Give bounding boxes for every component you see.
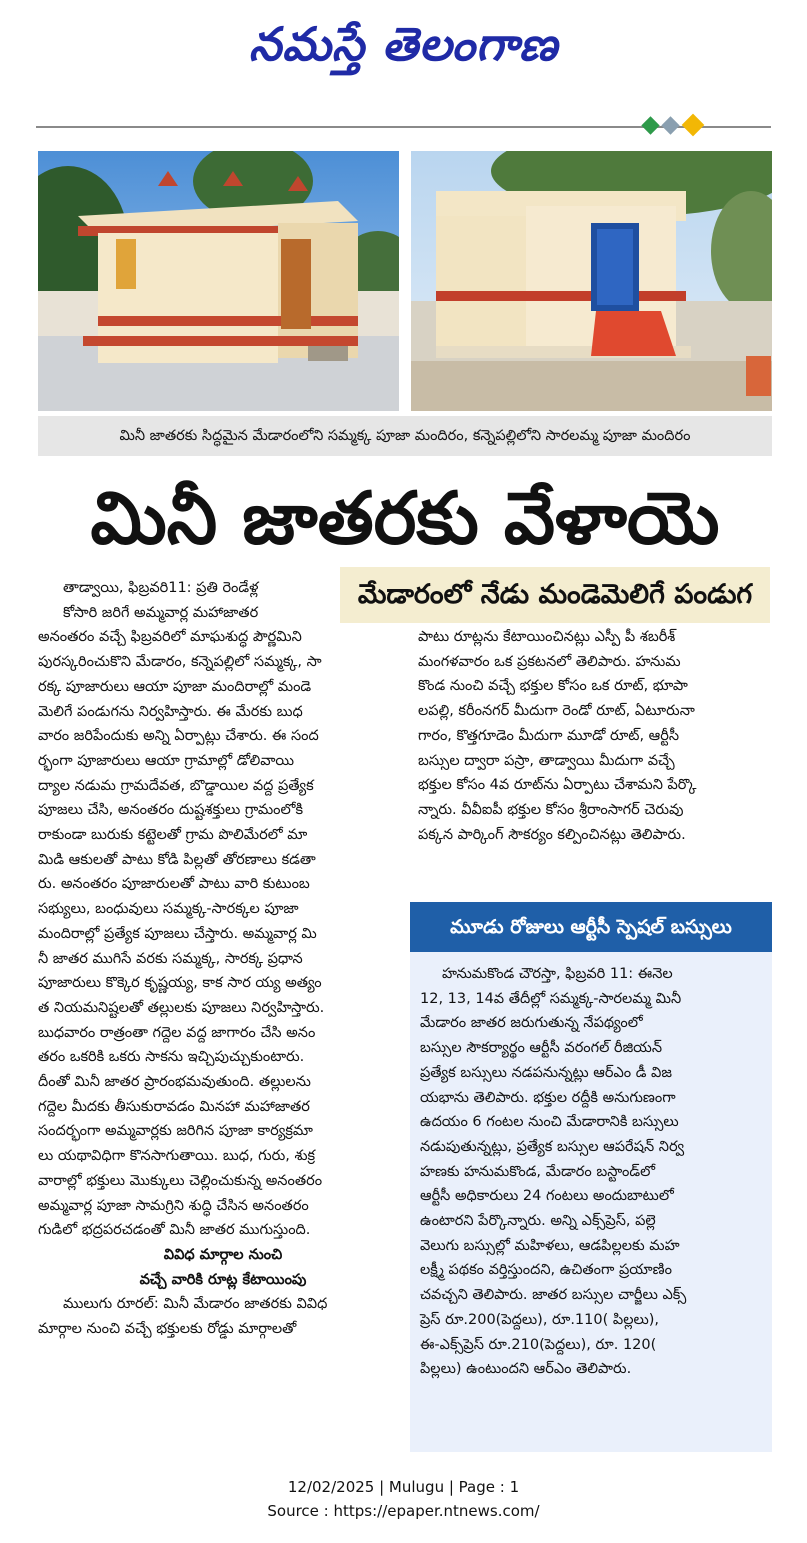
article-line: పాటు రూట్లను కేటాయించినట్లు ఎస్పీ పీ శబరీశ్	[418, 629, 676, 645]
article-line: రక్క పూజారులు ఆయా పూజా మందిరాల్లో మండె	[38, 678, 312, 695]
yellow-diamond-icon	[682, 114, 705, 137]
article-body	[38, 625, 408, 1243]
article-line: గుడిలో భద్రపరచడంతో మినీ జాతర ముగుస్తుంది.	[38, 1222, 311, 1239]
article-line: రాకుండా బురుకు కట్టెలతో గ్రామ పొలిమేరలో మా	[38, 827, 308, 844]
article-line: ప్రెస్ రూ.200(పెద్దలు), రూ.110( పిల్లలు),	[420, 1311, 660, 1328]
article-line: హనుమకొండ చౌరస్తా, ఫిబ్రవరి 11: ఈనెల	[442, 966, 673, 982]
article-left-column	[38, 576, 408, 1342]
subheadline-text: మేడారంలో నేడు మండెమెలిగే పండుగ	[357, 579, 753, 610]
article-line: లపల్లి, కరీంనగర్ మీదుగా రెండో రూట్, ఏటూరునా	[418, 703, 695, 720]
article-line: ప్రత్యేక బస్సులు నడపనున్నట్లు ఆర్‌ఎం డీ విజ	[420, 1064, 672, 1081]
article-line: మెలిగే పండుగను నిర్వహిస్తారు. ఈ మేరకు బుధ	[38, 703, 303, 720]
article-line: మేడారం జాతర జరుగుతున్న నేపథ్యంలో	[420, 1015, 643, 1032]
article-line: పిల్లలు) ఉంటుందని ఆర్‌ఎం తెలిపారు.	[420, 1361, 632, 1378]
masthead	[0, 8, 807, 80]
article-line: నడుపుతున్నట్లు, ప్రత్యేక బస్సుల ఆపరేషన్ నిర్వ	[420, 1138, 685, 1155]
newspaper-logo-text: నమస్తే తెలంగాణ	[248, 17, 559, 71]
footer-source-link[interactable]: Source : https://epaper.ntnews.com/	[267, 1502, 540, 1520]
article-line: సందర్భంగా అమ్మవార్లకు జరిగిన పూజా కార్యక్రమా	[38, 1123, 313, 1140]
photo-temple-medaram	[38, 151, 399, 411]
article-line: బస్సుల ద్వారా పస్రా, తాడ్వాయి మీదుగా వచ్చే	[418, 752, 675, 769]
article-line: భక్తుల కోసం 4వ రూట్‌ను ఏర్పాటు చేశామని పేర్కొ	[418, 777, 697, 794]
article-line: వారాల్లో భక్తులు మొక్కులు చెల్లించుకున్న అనంతరం	[38, 1172, 323, 1189]
temple-photo-right-image	[411, 151, 772, 411]
article-line: మంగళవారం ఒక ప్రకటనలో తెలిపారు. హనుమ	[418, 653, 681, 670]
article-line: 12, 13, 14వ తేదీల్లో సమ్మక్క-సారలమ్మ మినీ	[420, 990, 682, 1007]
article-line: యభాను తెలిపారు. భక్తుల రద్దీకి అనుగుణంగా	[420, 1089, 676, 1106]
article-line: పూజలు చేసి, అనంతరం దుష్టశక్తులు గ్రామంలోకి	[38, 802, 304, 819]
bus-news-body	[420, 962, 765, 1382]
article-line: కోసారి జరిగే అమ్మవార్ల మహాజాతర	[63, 604, 259, 621]
article-line: గద్దెల మీదకు తీసుకురావడం మినహా మహాజాతర	[38, 1098, 310, 1115]
article-line: ఉదయం 6 గంటల నుంచి మేడారానికి బస్సులు	[420, 1114, 679, 1131]
article-line: ఈ-ఎక్స్‌ప్రెస్ రూ.210(పెద్దలు), రూ. 120(	[420, 1336, 657, 1353]
bus-news-heading: మూడు రోజులు ఆర్టీసీ స్పెషల్ బస్సులు	[410, 902, 772, 952]
article-line: వెలుగు బస్సుల్లో మహిళలు, ఆడపిల్లలకు మహ	[420, 1237, 680, 1254]
article-line: ములుగు రూరల్: మినీ మేడారం జాతరకు వివిధ	[63, 1296, 328, 1313]
article-line: అమ్మవార్ల పూజా సామగ్రిని శుద్ధి చేసిన అనంతరం	[38, 1197, 309, 1214]
article-line: మందిరాల్లో ప్రత్యేక పూజలు చేస్తారు. అమ్మవార్ల మి	[38, 925, 317, 942]
article-line: మార్గాల నుంచి వచ్చే భక్తులకు రోడ్డు మార్గాలతో	[38, 1321, 297, 1338]
article-line: కొండ నుంచి వచ్చే భక్తుల కోసం ఒక రూట్, భూపా	[418, 678, 688, 695]
article-line: బుధవారం రాత్రంతా గద్దెల వద్ద జాగారం చేసి అనం	[38, 1024, 316, 1041]
article-line: చవచ్చని తెలిపారు. జాతర బస్సుల చార్జీలు ఎక్స్	[420, 1287, 687, 1304]
article-line: దీంతో మినీ జాతర ప్రారంభమవుతుంది. తల్లులను	[38, 1074, 311, 1091]
article-line: వారం జరిపేందుకు అన్ని ఏర్పాట్లు చేశారు. ఈ సంద	[38, 728, 319, 745]
main-headline: మినీ జాతరకు వేళాయె	[90, 476, 720, 560]
article-line: తాడ్వాయి, ఫిబ్రవరి11: ప్రతి రెండేళ్ల	[63, 580, 259, 596]
green-diamond-icon	[641, 116, 659, 134]
article-line: త నియమనిష్టలతో తల్లులకు పూజలు నిర్వహిస్తారు.	[38, 999, 325, 1016]
temple-photo-left-image	[38, 151, 399, 411]
article-line: సభ్యులు, బంధువులు సమ్మక్క-సారక్కల పూజా	[38, 901, 299, 918]
article-line: ర్భంగా పూజారులు ఆయా గ్రామాల్లో డోలివాయి	[38, 752, 295, 769]
article-line: పూజారులు కొక్కెర కృష్ణయ్య, కాక సార య్య అత్యం	[38, 975, 322, 992]
article-line: మిడి ఆకులతో పాటు కోడి పిల్లతో తోరణాలు కడతా	[38, 851, 316, 868]
footer-dateline: 12/02/2025 | Mulugu | Page : 1	[287, 1478, 520, 1496]
section-subtitle: వివిధ మార్గాల నుంచి	[163, 1246, 283, 1263]
article-line: ఆర్టీసీ అధికారులు 24 గంటలు అందుబాటులో	[420, 1188, 674, 1205]
grey-diamond-icon	[661, 116, 679, 134]
decorative-diamonds-icon	[640, 117, 710, 137]
article-line: న్నారు. వీవీఐపీ భక్తుల కోసం శ్రీరాంసాగర్ చెరువు	[418, 801, 684, 818]
article-line: లు యథావిధిగా కొనసాగుతాయి. బుధ, గురు, శుక్ర	[38, 1148, 316, 1165]
article-line: పక్కన పార్కింగ్ సౌకర్యం కల్పించినట్లు తెలిపారు.	[418, 826, 686, 843]
article-line: నీ జాతర ముగిసే వరకు సమ్మక్క, సారక్క ప్రధాన	[38, 950, 303, 967]
article-line: తరం ఒకరికి ఒకరు సాకను ఇచ్చిపుచ్చుకుంటారు.	[38, 1049, 305, 1066]
section-subtitle: వచ్చే వారికి రూట్ల కేటాయింపు	[139, 1271, 307, 1288]
article-line: పురస్కరించుకొని మేడారం, కన్నెపల్లిలో సమ్మక్క, సా	[38, 654, 322, 671]
article-intro	[38, 576, 353, 625]
photo-temple-kannepalli	[411, 151, 772, 411]
article-line: లక్ష్మీ పథకం వర్తిస్తుందని, ఉచితంగా ప్రయాణిం	[420, 1262, 672, 1279]
article-line: ఉంటారని పేర్కొన్నారు. అన్ని ఎక్స్‌ప్రెస్, పల్లె	[420, 1213, 656, 1230]
photo-caption: మినీ జాతరకు సిద్ధమైన మేడారంలోని సమ్మక్క పూజా మందిరం, కన్నెపల్లిలోని సారలమ్మ పూజా మందిరం	[38, 416, 772, 456]
article-line: హణకు హనుమకొండ, మేడారం బస్టాండ్‌లో	[420, 1163, 656, 1180]
article-line: బస్సుల సౌకర్యార్థం ఆర్టీసీ వరంగల్ రీజియన్	[420, 1040, 663, 1057]
article-line: రు. అనంతరం పూజారులతో పాటు వారి కుటుంబ	[38, 876, 310, 893]
article-line: ద్యాల నడుమ గ్రామదేవత, బొడ్డాయిల వద్ద ప్రత్యేక	[38, 777, 314, 794]
article-line: గారం, కొత్తగూడెం మీదుగా మూడో రూట్, ఆర్టీసీ	[418, 727, 680, 744]
article-right-column	[418, 625, 770, 847]
article-line: అనంతరం వచ్చే ఫిబ్రవరిలో మాఘశుద్ధ పౌర్ణమిని	[38, 629, 302, 646]
